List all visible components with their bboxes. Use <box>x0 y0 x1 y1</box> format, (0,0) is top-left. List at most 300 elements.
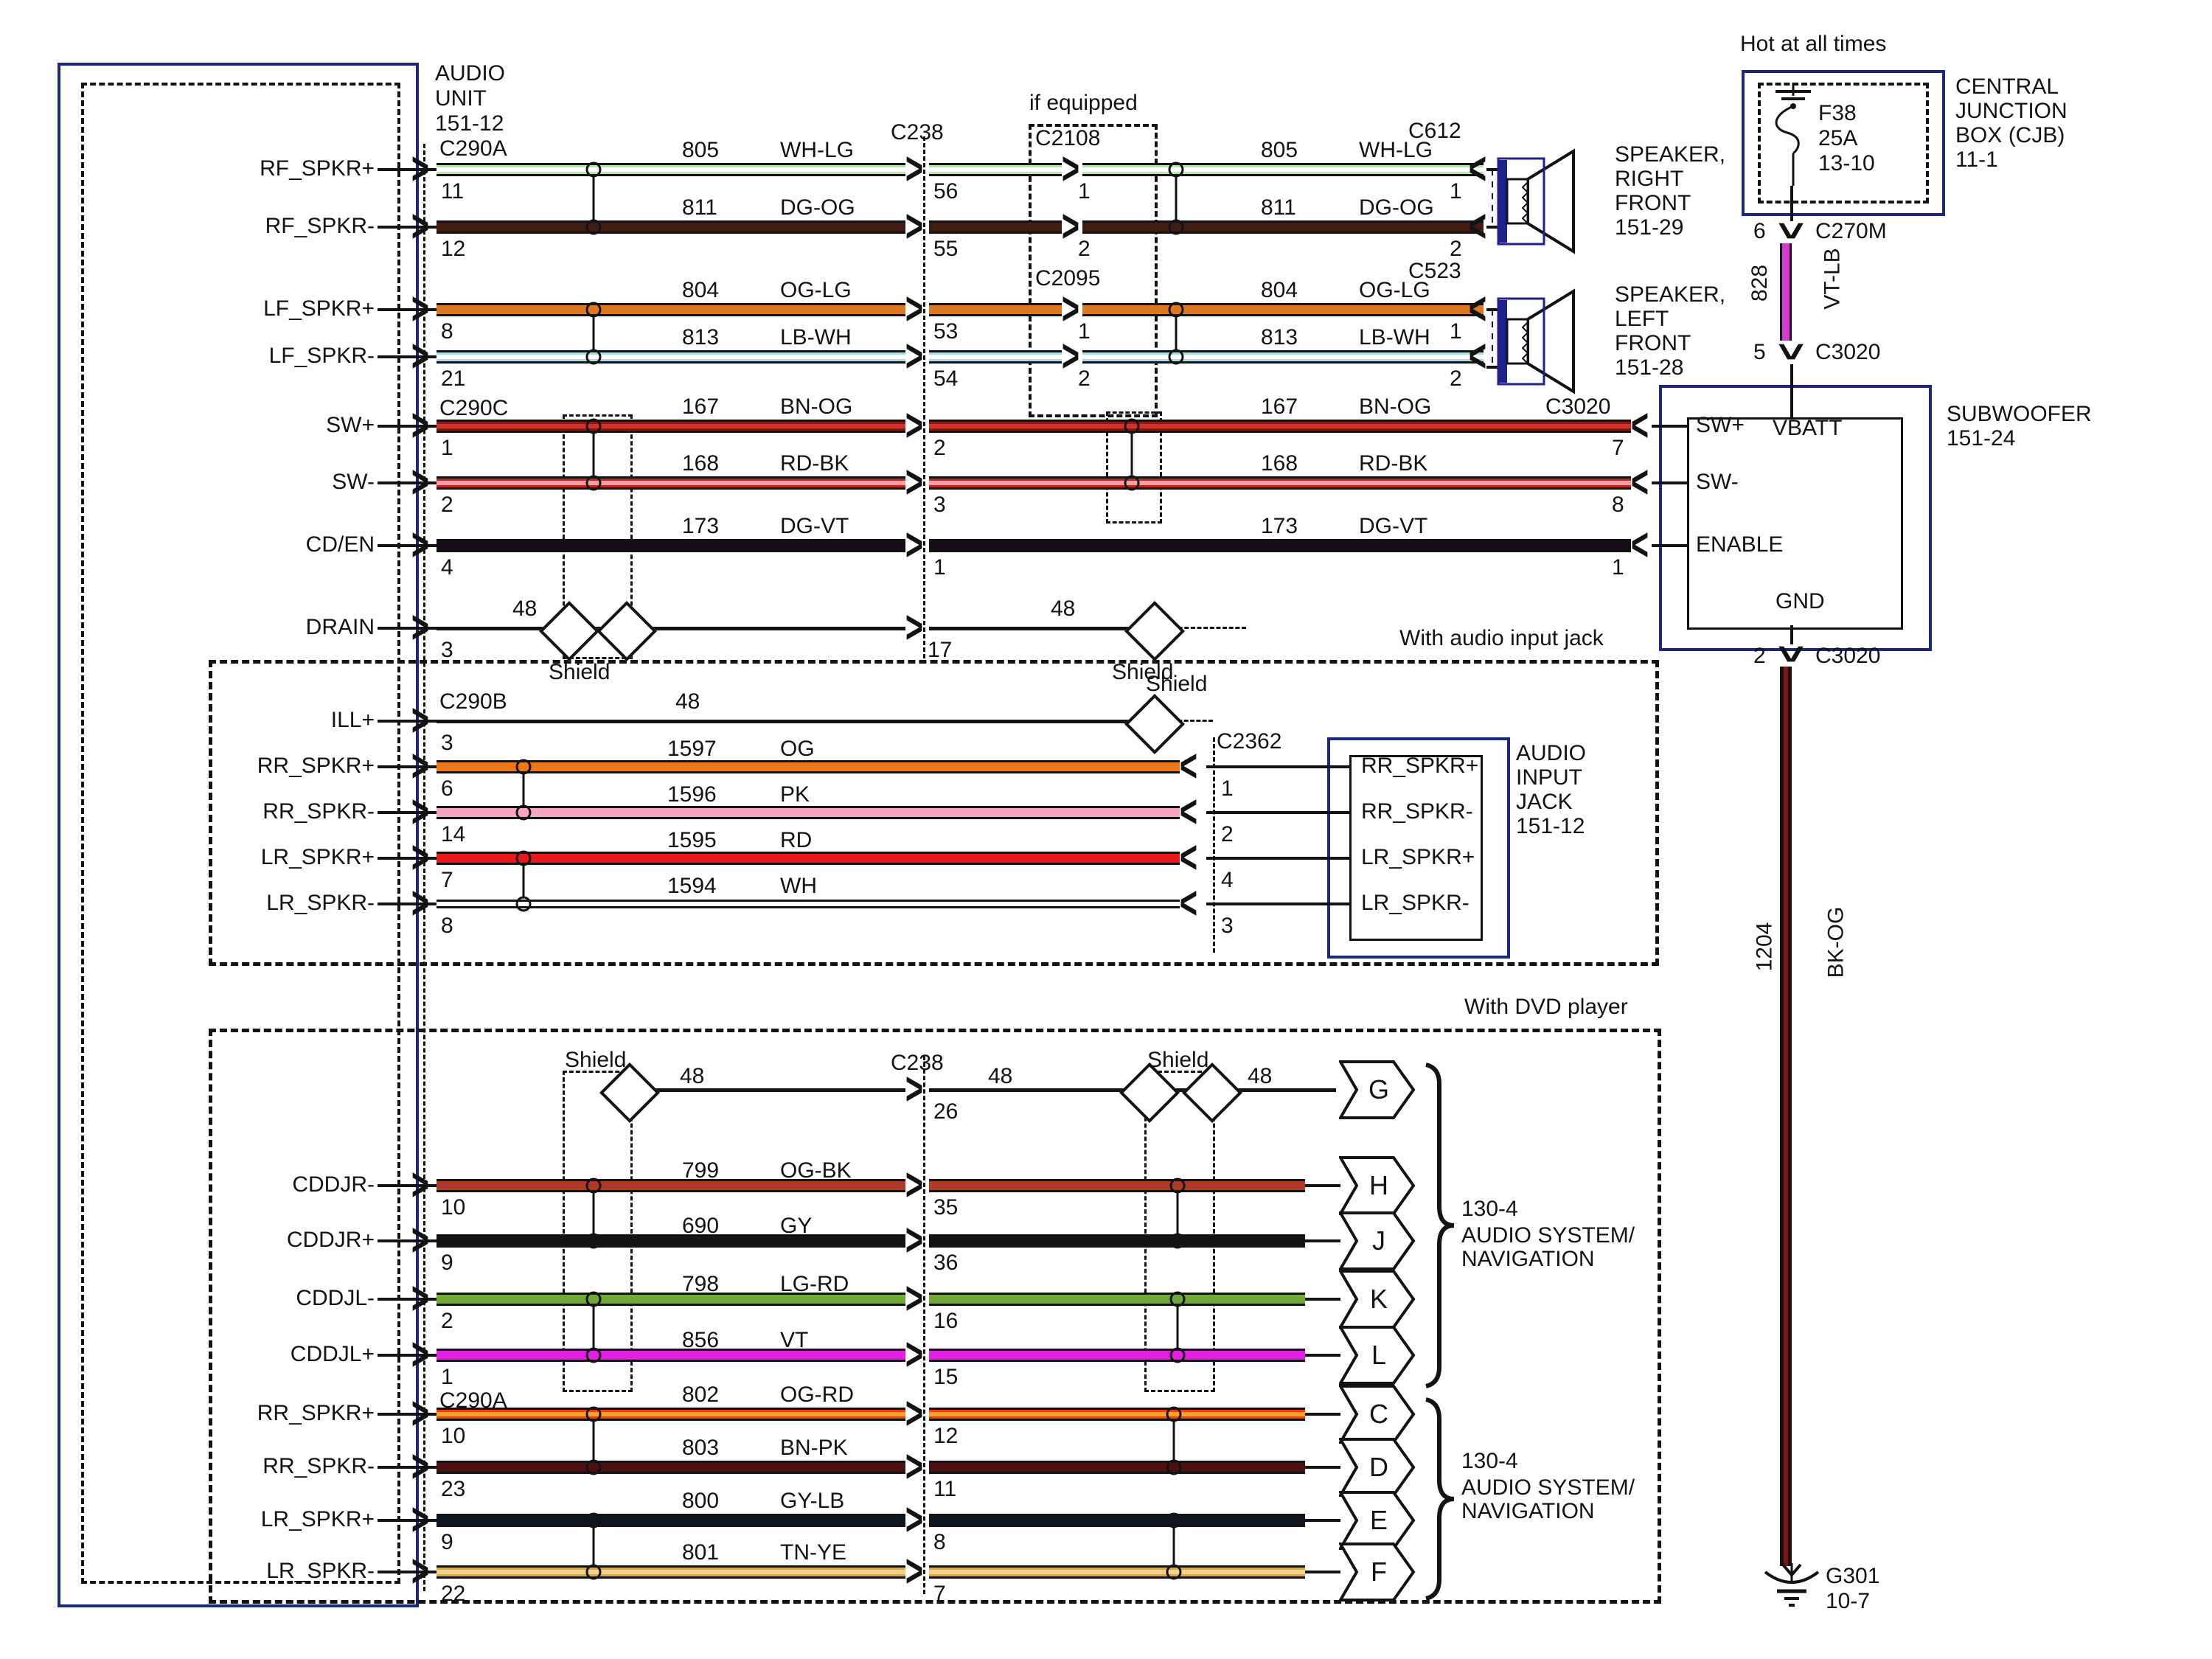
wire-seg-wire-167-bn-og-b <box>929 420 1631 433</box>
arrow-l-icon: < <box>1468 199 1487 251</box>
arrow-d-icon: > <box>1765 342 1818 361</box>
pennant-connector-C <box>1339 1385 1416 1444</box>
pennant-connector-J <box>1339 1211 1416 1270</box>
label-front: FRONT <box>1615 331 1691 355</box>
arrow-r-icon: > <box>1061 282 1080 334</box>
wire-vstub <box>1790 364 1793 417</box>
label-17: 17 <box>928 638 953 662</box>
arrow-r-icon: > <box>411 739 430 791</box>
label-2: 2 <box>441 1309 453 1333</box>
label-48: 48 <box>988 1064 1013 1088</box>
pennant-connector-D <box>1339 1438 1416 1497</box>
label-48: 48 <box>1051 597 1076 621</box>
arrow-r-icon: > <box>411 1544 430 1596</box>
label-cddjr: CDDJR- <box>292 1172 375 1197</box>
wire-seg-wire-798-lg-rd-b <box>929 1293 1305 1306</box>
label-804: 804 <box>1261 278 1298 302</box>
label-lr-spkr: LR_SPKR+ <box>260 845 375 869</box>
label-8: 8 <box>1612 493 1624 517</box>
arrow-r-icon: > <box>1061 199 1080 251</box>
label-og-lg: OG-LG <box>780 278 852 302</box>
arrow-r-icon: > <box>1061 329 1080 381</box>
label-6: 6 <box>1753 219 1766 243</box>
label-sw: SW+ <box>1696 413 1745 437</box>
label-15: 15 <box>933 1365 959 1389</box>
label-4: 4 <box>1221 868 1234 892</box>
label-21: 21 <box>441 366 466 391</box>
arrow-r-icon: > <box>905 1327 924 1380</box>
wire-seg-wire-802-og-rd-b <box>929 1408 1305 1421</box>
wire-stub <box>1305 1413 1340 1416</box>
label-audio: AUDIO <box>435 61 506 86</box>
wire-seg-wire-drain-c <box>644 627 905 630</box>
speaker-right-front-icon <box>1486 144 1597 269</box>
label-navigation: NAVIGATION <box>1461 1247 1595 1271</box>
label-856: 856 <box>682 1328 720 1352</box>
label-25a: 25A <box>1818 126 1858 150</box>
label-151-12: 151-12 <box>435 111 504 136</box>
label-10: 10 <box>441 1424 466 1448</box>
label-4: 4 <box>441 555 453 580</box>
twisted-pair-loop-icon <box>1121 415 1142 494</box>
label-right: RIGHT <box>1615 167 1684 191</box>
label-rr-spkr: RR_SPKR- <box>262 799 375 824</box>
label-input: INPUT <box>1516 765 1582 790</box>
wire-stripe <box>929 1412 1305 1416</box>
arrow-r-icon: > <box>905 518 924 570</box>
label-cddjl: CDDJL+ <box>290 1342 375 1366</box>
ground-g301-icon <box>1761 1563 1823 1618</box>
wire-stub <box>1305 1466 1340 1469</box>
arrow-r-icon: > <box>411 199 430 251</box>
label-jack: JACK <box>1516 790 1573 814</box>
label-lr-spkr: LR_SPKR+ <box>260 1507 375 1531</box>
pennant-letter: D <box>1369 1452 1388 1482</box>
label-bn-og: BN-OG <box>780 394 853 419</box>
wire-seg-wire-690-gy-a <box>437 1234 905 1248</box>
wire-stub <box>1206 765 1349 768</box>
label-rf-spkr: RF_SPKR- <box>265 214 375 238</box>
label-799: 799 <box>682 1158 720 1183</box>
label-g301: G301 <box>1826 1564 1880 1588</box>
label-rr-spkr: RR_SPKR- <box>1361 799 1473 824</box>
label-left: LEFT <box>1615 307 1669 331</box>
wire-seg-wire-168-rd-bk-a <box>437 476 905 490</box>
twisted-pair-loop-icon <box>1167 1175 1188 1252</box>
wire-seg-wire-168-rd-bk-b <box>929 476 1631 490</box>
arrow-l-icon: < <box>1468 329 1487 381</box>
label-speaker: SPEAKER, <box>1615 142 1726 167</box>
wire-stripe <box>1784 667 1788 1566</box>
arrow-r-icon: > <box>411 600 430 653</box>
pennant-connector-F <box>1339 1543 1416 1601</box>
arrow-r-icon: > <box>905 282 924 334</box>
wire-stub <box>1305 1298 1340 1301</box>
wire-seg-wire-801-tn-ye-b <box>929 1565 1305 1579</box>
arrow-r-icon: > <box>905 1439 924 1492</box>
arrow-r-icon: > <box>411 398 430 451</box>
wire-seg-wire-1596-pk <box>437 806 1180 819</box>
arrow-r-icon: > <box>411 785 430 837</box>
wire-seg-wire-drain-a <box>437 627 546 630</box>
arrow-r-icon: > <box>411 329 430 381</box>
label-c2095: C2095 <box>1035 266 1101 291</box>
label-6: 6 <box>441 776 453 801</box>
label-23: 23 <box>441 1477 466 1501</box>
label-rf-spkr: RF_SPKR+ <box>260 156 375 181</box>
label-805: 805 <box>1261 138 1298 162</box>
label-rr-spkr: RR_SPKR+ <box>257 754 375 778</box>
label-audio-system: AUDIO SYSTEM/ <box>1461 1475 1635 1500</box>
arrow-r-icon: > <box>411 1213 430 1265</box>
label-2: 2 <box>1078 237 1091 261</box>
label-1: 1 <box>1221 776 1234 801</box>
pennant-connector-K <box>1339 1270 1416 1329</box>
label-lg-rd: LG-RD <box>780 1272 849 1296</box>
arrow-r-icon: > <box>411 455 430 507</box>
label-9: 9 <box>441 1530 453 1554</box>
arrow-r-icon: > <box>905 1544 924 1596</box>
pennant-letter: E <box>1369 1505 1388 1535</box>
label-1: 1 <box>1450 319 1462 344</box>
arrow-r-icon: > <box>411 282 430 334</box>
label-hot-at-all-times: Hot at all times <box>1740 32 1887 56</box>
arrow-r-icon: > <box>411 1327 430 1380</box>
label-3: 3 <box>933 493 946 517</box>
group-brace <box>1420 1060 1461 1391</box>
wire-stripe <box>929 167 1062 172</box>
label-1204: 1204 <box>1752 922 1777 972</box>
twisted-pair-loop-icon <box>1167 1288 1188 1366</box>
label-173: 173 <box>1261 514 1298 538</box>
label-rd: RD <box>780 828 813 852</box>
label-c612: C612 <box>1408 119 1461 143</box>
label-wh-lg: WH-LG <box>1359 138 1433 162</box>
label-c270m: C270M <box>1815 219 1887 243</box>
pennant-letter: F <box>1371 1557 1387 1587</box>
label-lf-spkr: LF_SPKR- <box>268 344 375 368</box>
label-lr-spkr: LR_SPKR- <box>266 891 375 915</box>
label-167: 167 <box>682 394 720 419</box>
wire-seg-wire-ill-48 <box>437 720 1132 723</box>
label-c523: C523 <box>1408 259 1461 283</box>
label-167: 167 <box>1261 394 1298 419</box>
label-c290c: C290C <box>439 396 509 420</box>
wire-seg-wire-shield-48-a <box>647 1088 905 1092</box>
wire-stripe <box>437 424 905 428</box>
label-drain: DRAIN <box>305 615 375 639</box>
arrow-r-icon: > <box>905 1386 924 1439</box>
wire-seg-wire-813-lb-wh-a <box>437 350 905 364</box>
label-48: 48 <box>675 689 700 714</box>
wire-seg-wire-805-wh-lg-c <box>1082 163 1484 176</box>
label-130-4: 130-4 <box>1461 1449 1518 1473</box>
label-lb-wh: LB-WH <box>1359 325 1430 349</box>
label-3: 3 <box>1221 914 1234 938</box>
label-12: 12 <box>441 237 466 261</box>
wire-seg-wire-813-lb-wh-b <box>929 350 1062 364</box>
label-11-1: 11-1 <box>1955 147 1998 172</box>
wire-vstub <box>1790 186 1793 221</box>
label-shield: Shield <box>1146 672 1208 696</box>
label-rr-spkr: RR_SPKR+ <box>1361 754 1479 778</box>
label-1: 1 <box>441 436 453 460</box>
label-vbatt: VBATT <box>1773 416 1843 440</box>
label-sw: SW+ <box>326 413 375 437</box>
pennant-letter: C <box>1369 1399 1388 1429</box>
wire-seg-wire-173-dg-vt-b <box>929 539 1631 552</box>
label-cddjl: CDDJL- <box>296 1286 375 1310</box>
label-box-cjb: BOX (CJB) <box>1955 123 2065 147</box>
twisted-pair-loop-icon <box>583 1403 604 1478</box>
speaker-left-front-icon <box>1486 284 1597 409</box>
label-813: 813 <box>682 325 720 349</box>
wire-seg-wire-856-vt-b <box>929 1349 1305 1362</box>
arrow-r-icon: > <box>411 1386 430 1439</box>
label-bk-og: BK-OG <box>1823 906 1848 978</box>
label-junction: JUNCTION <box>1955 99 2067 123</box>
label-48: 48 <box>680 1064 705 1088</box>
label-cddjr: CDDJR+ <box>286 1228 375 1252</box>
label-8: 8 <box>933 1530 946 1554</box>
wire-stripe <box>929 355 1062 359</box>
label-unit: UNIT <box>435 86 487 111</box>
label-1596: 1596 <box>667 782 717 807</box>
label-vt-lb: VT-LB <box>1820 248 1845 310</box>
label-c3020: C3020 <box>1545 394 1611 419</box>
arrow-l-icon: < <box>1468 282 1487 334</box>
label-48: 48 <box>512 597 538 621</box>
label-front: FRONT <box>1615 191 1691 215</box>
label-130-4: 130-4 <box>1461 1197 1518 1221</box>
wire-seg-wire-167-bn-og-a <box>437 420 905 433</box>
label-lf-spkr: LF_SPKR+ <box>263 296 375 321</box>
label-c290a: C290A <box>439 136 507 161</box>
wire-seg-wire-800-gy-lb-b <box>929 1514 1305 1527</box>
label-2: 2 <box>1078 366 1091 391</box>
label-vt: VT <box>780 1328 809 1352</box>
wire-stripe <box>437 481 905 485</box>
label-800: 800 <box>682 1489 720 1513</box>
label-bn-og: BN-OG <box>1359 394 1432 419</box>
arrow-l-icon: < <box>1630 398 1649 451</box>
wire-1204-bk-og <box>1780 667 1792 1566</box>
label-enable: ENABLE <box>1696 532 1784 557</box>
label-gy: GY <box>780 1214 813 1238</box>
label-1597: 1597 <box>667 737 717 761</box>
arrow-l-icon: < <box>1468 142 1487 194</box>
label-14: 14 <box>441 822 466 846</box>
label-54: 54 <box>933 366 959 391</box>
label-shield: Shield <box>1112 660 1174 684</box>
label-10: 10 <box>441 1195 466 1220</box>
label-2: 2 <box>1450 366 1462 391</box>
wire-seg-wire-1595-rd <box>437 852 1180 865</box>
arrow-r-icon: > <box>905 329 924 381</box>
wire-seg-wire-800-gy-lb-a <box>437 1514 905 1527</box>
wire-stripe <box>929 1570 1305 1574</box>
label-1594: 1594 <box>667 874 717 898</box>
label-f38: F38 <box>1818 101 1857 125</box>
arrow-r-icon: > <box>905 142 924 194</box>
label-811: 811 <box>682 195 717 220</box>
arrow-r-icon: > <box>905 398 924 451</box>
label-813: 813 <box>1261 325 1298 349</box>
label-c2108: C2108 <box>1035 126 1101 150</box>
label-wh: WH <box>780 874 817 898</box>
label-36: 36 <box>933 1251 959 1275</box>
label-2: 2 <box>1221 822 1234 846</box>
arrow-l-icon: < <box>1179 830 1198 883</box>
label-26: 26 <box>933 1099 959 1124</box>
label-8: 8 <box>441 319 453 344</box>
wire-seg-wire-803-bn-pk-b <box>929 1461 1305 1474</box>
label-35: 35 <box>933 1195 959 1220</box>
arrow-r-icon: > <box>905 1271 924 1324</box>
label-central: CENTRAL <box>1955 74 2059 99</box>
arrow-l-icon: < <box>1179 876 1198 928</box>
wire-stub <box>1652 425 1687 428</box>
arrow-l-icon: < <box>1179 785 1198 837</box>
pennant-connector-L <box>1339 1326 1416 1385</box>
wire-stripe <box>437 1570 905 1574</box>
label-sw: SW- <box>1696 470 1739 494</box>
label-798: 798 <box>682 1272 720 1296</box>
twisted-pair-loop-icon <box>583 1509 604 1583</box>
pennant-letter: H <box>1369 1170 1388 1200</box>
wire-seg-wire-813-lb-wh-c <box>1082 350 1484 364</box>
label-if-equipped: if equipped <box>1029 91 1138 115</box>
arrow-l-icon: < <box>1179 739 1198 791</box>
arrow-r-icon: > <box>411 876 430 928</box>
wire-stripe <box>929 424 1631 428</box>
wire-seg-wire-811-dg-og-c <box>1082 220 1484 234</box>
wire-seg-wire-804-og-lg-a <box>437 303 905 316</box>
label-690: 690 <box>682 1214 720 1238</box>
pennant-letter: L <box>1371 1340 1387 1370</box>
pennant-letter: J <box>1372 1225 1385 1256</box>
label-cd-en: CD/EN <box>305 532 375 557</box>
arrow-r-icon: > <box>411 1439 430 1492</box>
label-subwoofer: SUBWOOFER <box>1947 402 2092 426</box>
arrow-r-icon: > <box>905 1158 924 1210</box>
label-151-24: 151-24 <box>1947 426 2016 451</box>
label-rr-spkr: RR_SPKR+ <box>257 1401 375 1425</box>
arrow-d-icon: > <box>1765 221 1818 240</box>
arrow-r-icon: > <box>411 1158 430 1210</box>
wire-seg-wire-173-dg-vt-a <box>437 539 905 552</box>
label-dg-og: DG-OG <box>780 195 855 220</box>
label-with-dvd-player: With DVD player <box>1464 995 1628 1019</box>
wire-seg-wire-690-gy-b <box>929 1234 1305 1248</box>
wire-828-vt-lb <box>1780 243 1792 341</box>
label-2: 2 <box>1450 237 1462 261</box>
label-shield: Shield <box>1147 1048 1209 1072</box>
label-c238: C238 <box>891 120 944 145</box>
shield-diamond-icon <box>1124 601 1185 661</box>
label-7: 7 <box>933 1582 946 1606</box>
label-shield: Shield <box>565 1048 627 1072</box>
pennant-connector-E <box>1339 1491 1416 1550</box>
twisted-pair-loop-icon <box>583 299 604 368</box>
wire-stub <box>1206 902 1349 905</box>
label-dg-og: DG-OG <box>1359 195 1434 220</box>
wire-seg-wire-804-og-lg-b <box>929 303 1062 316</box>
label-c3020: C3020 <box>1815 340 1881 364</box>
arrow-l-icon: < <box>1630 518 1649 570</box>
label-bn-pk: BN-PK <box>780 1436 848 1460</box>
label-speaker: SPEAKER, <box>1615 282 1726 307</box>
label-56: 56 <box>933 179 959 204</box>
wire-seg-wire-shield-48-b <box>929 1088 1127 1092</box>
arrow-r-icon: > <box>905 1062 924 1114</box>
label-tn-ye: TN-YE <box>780 1540 846 1565</box>
label-dg-vt: DG-VT <box>780 514 849 538</box>
label-804: 804 <box>682 278 720 302</box>
label-lb-wh: LB-WH <box>780 325 852 349</box>
twisted-pair-loop-icon <box>583 1288 604 1366</box>
wire-seg-wire-drain-d <box>929 627 1132 630</box>
twisted-pair-loop-icon <box>513 756 534 824</box>
arrow-r-icon: > <box>411 1271 430 1324</box>
label-48: 48 <box>1248 1064 1273 1088</box>
label-2: 2 <box>933 436 946 460</box>
label-og: OG <box>780 737 815 761</box>
label-3: 3 <box>441 731 453 755</box>
wire-seg-wire-811-dg-og-a <box>437 220 905 234</box>
label-11: 11 <box>933 1477 957 1501</box>
label-wh-lg: WH-LG <box>780 138 854 162</box>
pennant-connector-H <box>1339 1156 1416 1215</box>
wire-seg-wire-1594-wh <box>437 900 1180 908</box>
label-rd-bk: RD-BK <box>1359 451 1428 476</box>
label-7: 7 <box>441 868 453 892</box>
arrow-r-icon: > <box>411 518 430 570</box>
wire-seg-wire-799-og-bk-b <box>929 1179 1305 1192</box>
connector-line-c238-dvd <box>923 1056 925 1594</box>
connector-line-c2362 <box>1213 737 1215 953</box>
wire-stripe <box>1082 355 1484 359</box>
wire-seg-wire-1597-og <box>437 760 1180 773</box>
label-c238: C238 <box>891 1051 944 1075</box>
label-1595: 1595 <box>667 828 717 852</box>
label-with-audio-input-jack: With audio input jack <box>1399 626 1604 650</box>
label-dg-vt: DG-VT <box>1359 514 1428 538</box>
label-og-rd: OG-RD <box>780 1382 854 1407</box>
pennant-letter: G <box>1368 1074 1390 1105</box>
label-rd-bk: RD-BK <box>780 451 849 476</box>
label-1: 1 <box>933 555 946 580</box>
label-803: 803 <box>682 1436 720 1460</box>
label-c3020: C3020 <box>1815 644 1881 668</box>
label-16: 16 <box>933 1309 959 1333</box>
label-1: 1 <box>1612 555 1624 580</box>
arrow-d-icon: > <box>1765 644 1818 664</box>
arrow-r-icon: > <box>411 693 430 745</box>
label-c2362: C2362 <box>1217 729 1282 754</box>
arrow-r-icon: > <box>411 1492 430 1545</box>
label-gnd: GND <box>1775 589 1825 613</box>
label-802: 802 <box>682 1382 720 1407</box>
label-shield: Shield <box>549 660 611 684</box>
wire-stub <box>1652 544 1687 547</box>
twisted-pair-loop-icon <box>513 847 534 915</box>
twisted-pair-loop-icon <box>583 159 604 238</box>
twisted-pair-loop-icon <box>583 415 604 494</box>
wire-stub <box>1305 1239 1340 1242</box>
label-801: 801 <box>682 1540 720 1565</box>
wire-stripe <box>1082 167 1484 172</box>
